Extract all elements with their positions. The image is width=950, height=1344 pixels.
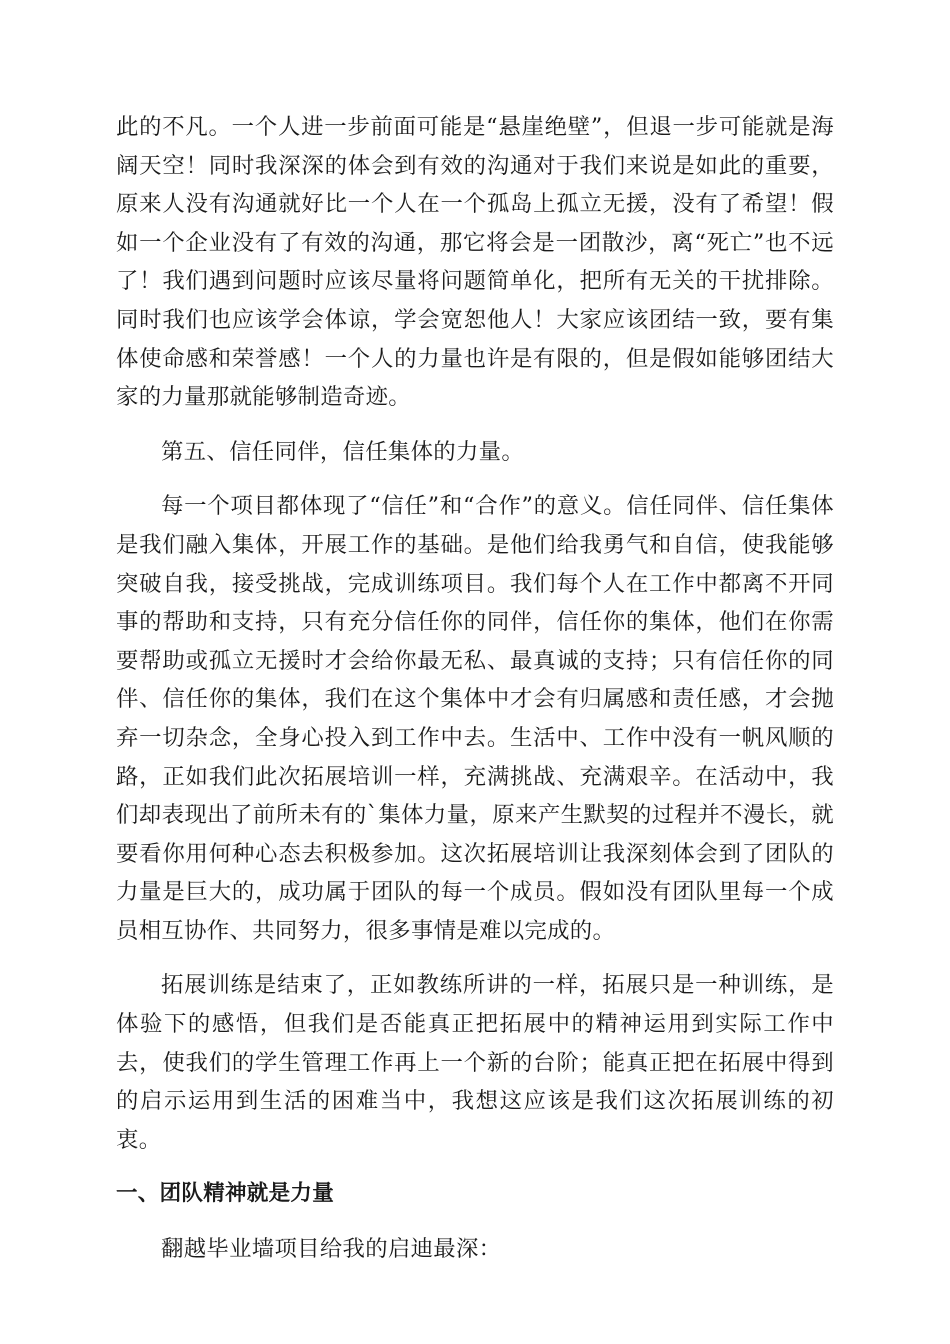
paragraph-conclusion: 拓展训练是结束了，正如教练所讲的一样，拓展只是一种训练，是体验下的感悟，但我们是否能真正把拓展中的精神运用到实际工作中去，使我们的学生管理工作再上一个新的台阶；能真正把在拓展中得到的启示运用到生活的困难当中，我想这应该是我们这次拓展训练的初衷。 (116, 972, 834, 1153)
section-heading: 一、团队精神就是力量 (116, 1181, 335, 1207)
paragraph-trust: 每一个项目都体现了“信任”和“合作”的意义。信任同伴、信任集体是我们融入集体，开展工作的基础。是他们给我勇气和自信，使我能够突破自我，接受挑战，完成训练项目。我们每个人在工作中都离不开同事的帮助和支持，只有充分信任你的同伴，信任你的集体，他们在你需要帮助或孤立无援时才会给你最无私、最真诚的支持；只有信任你的同伴、信任你的集体，我们在这个集体中才会有归属感和责任感，才会抛弃一切杂念，全身心投入到工作中去。生活中、工作中没有一帆风顺的路，正如我们此次拓展培训一样，充满挑战、充满艰辛。在活动中，我们却表现出了前所未有的`集体力量，原来产生默契的过程并不漫长，就要看你用何种心态去积极参加。这次拓展培训让我深刻体会到了团队的力量是巨大的，成功属于团队的每一个成员。假如没有团队里每一个成员相互协作、共同努力，很多事情是难以完成的。 (116, 493, 834, 944)
paragraph-continuation: 此的不凡。一个人进一步前面可能是“悬崖绝壁”，但退一步可能就是海阔天空！同时我深深的体会到有效的沟通对于我们来说是如此的重要，原来人没有沟通就好比一个人在一个孤岛上孤立无援，没有了希望！假如一个企业没有了有效的沟通，那它将会是一团散沙，离“死亡”也不远了！我们遇到问题时应该尽量将问题简单化，把所有无关的干扰排除。同时我们也应该学会体谅，学会宽恕他人！大家应该团结一致，要有集体使命感和荣誉感！一个人的力量也许是有限的，但是假如能够团结大家的力量那就能够制造奇迹。 (116, 114, 834, 411)
paragraph-wall-project: 翻越毕业墙项目给我的启迪最深： (161, 1236, 502, 1263)
document-body (116, 108, 834, 1269)
paragraph-section-five-title: 第五、信任同伴，信任集体的力量。 (161, 438, 525, 465)
